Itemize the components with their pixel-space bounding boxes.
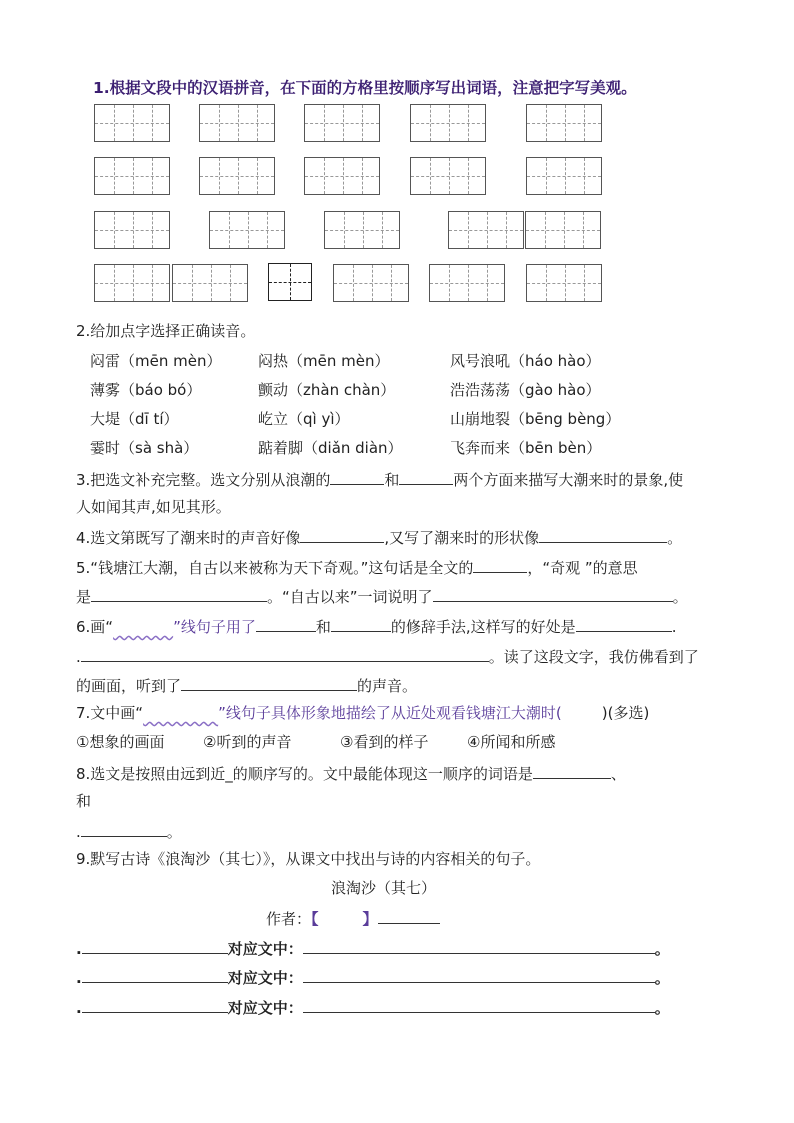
pinyin-item[interactable]: 山崩地裂（bēng bèng） (450, 410, 621, 428)
pinyin-item[interactable]: 风号浪吼（háo hào） (450, 352, 601, 370)
q8-text-b: 、 (610, 765, 626, 783)
poem-author-line (266, 907, 440, 929)
single-character-box[interactable] (268, 263, 312, 301)
answer-blank[interactable] (81, 645, 489, 662)
q5-text-c: 是 (76, 588, 92, 606)
q8-text-e: 。 (166, 823, 182, 841)
q7-option[interactable]: ④所闻和所感 (467, 733, 556, 751)
writing-box[interactable] (94, 211, 170, 249)
q4-text-b: ,又写了潮来时的形状像 (384, 529, 540, 547)
question-8 (76, 762, 626, 784)
answer-blank[interactable] (378, 907, 440, 924)
question-3 (76, 468, 683, 490)
answer-blank[interactable] (473, 556, 527, 573)
q6-text-h: 的画面，听到了 (76, 677, 182, 695)
q4-text-a: 4.选文第既写了潮来时的声音好像 (76, 529, 301, 547)
line-label: 对应文中： (227, 999, 303, 1017)
writing-box[interactable] (526, 264, 602, 302)
question-8-line-3 (76, 820, 182, 842)
question-9-title: 9.默写古诗《浪淘沙（其七）》，从课文中找出与诗的内容相关的句子。 (76, 850, 541, 868)
question-4 (76, 526, 682, 548)
line-end: 。 (654, 940, 670, 958)
q7-option[interactable]: ③看到的样子 (340, 733, 429, 751)
q3-text-a: 3.把选文补充完整。选文分别从浪潮的 (76, 471, 331, 489)
corresponding-text-blank[interactable] (303, 966, 655, 983)
question-5-line-2 (76, 585, 688, 607)
poem-line-row (76, 937, 670, 959)
line-label: 对应文中： (227, 969, 303, 987)
poem-line-blank[interactable] (82, 966, 228, 983)
pinyin-item[interactable]: 闷热（mēn mèn） (258, 352, 390, 370)
poem-line-blank[interactable] (82, 937, 228, 954)
answer-blank[interactable] (330, 468, 384, 485)
q3-text-c: 两个方面来描写大潮来时的景象,使 (453, 471, 684, 489)
q6-text-d: 的修辞手法,这样写的好处是 (390, 618, 576, 636)
answer-blank[interactable] (81, 820, 167, 837)
writing-box[interactable] (304, 157, 380, 195)
answer-blank[interactable] (256, 615, 316, 632)
q3-text-b: 和 (384, 471, 400, 489)
writing-box[interactable] (526, 104, 602, 142)
poem-title: 浪淘沙（其七） (331, 879, 437, 897)
poem-line-row (76, 996, 670, 1018)
pinyin-item[interactable]: 踮着脚（diǎn diàn） (258, 439, 403, 457)
pinyin-item[interactable]: 大堤（dī tí） (90, 410, 179, 428)
pinyin-item[interactable]: 霎时（sà shà） (90, 439, 199, 457)
q6-text-c: 和 (315, 618, 331, 636)
pinyin-item[interactable]: 闷雷（mēn mèn） (90, 352, 222, 370)
question-2-title: 2.给加点字选择正确读音。 (76, 322, 256, 340)
q5-text-a: 5.“钱塘江大潮，自古以来被称为天下奇观。”这句话是全文的 (76, 559, 474, 577)
question-6-line-2 (76, 645, 699, 667)
answer-blank[interactable] (539, 526, 667, 543)
wavy-line-sample (143, 704, 218, 722)
writing-box[interactable] (94, 264, 170, 302)
answer-blank[interactable] (91, 585, 267, 602)
writing-box[interactable] (410, 157, 486, 195)
answer-blank[interactable] (181, 674, 357, 691)
q7-text-c: )(多选) (601, 704, 650, 722)
line-dot: . (76, 999, 82, 1017)
corresponding-text-blank[interactable] (303, 937, 655, 954)
corresponding-text-blank[interactable] (303, 996, 655, 1013)
q6-text-a: 6.画“ (76, 618, 114, 636)
bracket-open: 【 (311, 910, 319, 928)
line-end: 。 (654, 969, 670, 987)
q6-text-f: . (76, 648, 81, 666)
q8-text-c: 和 (76, 792, 92, 810)
q5-text-e: 。 (672, 588, 688, 606)
poem-line-blank[interactable] (82, 996, 228, 1013)
line-label: 对应文中： (227, 940, 303, 958)
q7-option[interactable]: ①想象的画面 (76, 733, 165, 751)
q3-text-d: 人如闻其声,如见其形。 (76, 498, 231, 516)
q8-text-d: . (76, 823, 81, 841)
writing-box[interactable] (324, 211, 400, 249)
bracket-close: 】 (362, 910, 378, 928)
answer-blank[interactable] (533, 762, 611, 779)
pinyin-item[interactable]: 颤动（zhàn chàn） (258, 381, 396, 399)
question-6-line-3 (76, 674, 417, 696)
answer-blank[interactable] (300, 526, 384, 543)
pinyin-item[interactable]: 飞奔而来（bēn bèn） (450, 439, 602, 457)
writing-box[interactable] (448, 211, 524, 249)
question-7 (76, 703, 649, 723)
pinyin-item[interactable]: 屹立（qì yì） (258, 410, 350, 428)
writing-box[interactable] (410, 104, 486, 142)
writing-box[interactable] (94, 157, 170, 195)
poem-line-row (76, 966, 670, 988)
writing-box[interactable] (526, 157, 602, 195)
q5-text-b: ，“奇观 ”的意思 (527, 559, 638, 577)
q4-text-c: 。 (667, 529, 683, 547)
writing-box[interactable] (304, 104, 380, 142)
writing-box[interactable] (429, 264, 505, 302)
pinyin-item[interactable]: 浩浩荡荡（gào hào） (450, 381, 601, 399)
writing-box[interactable] (172, 264, 248, 302)
question-5 (76, 556, 638, 578)
line-dot: . (76, 969, 82, 987)
writing-box[interactable] (199, 104, 275, 142)
q5-text-d: 。“自古以来”一词说明了 (267, 588, 433, 606)
question-6 (76, 615, 676, 637)
line-dot: . (76, 940, 82, 958)
answer-blank[interactable] (399, 468, 453, 485)
writing-box[interactable] (333, 264, 409, 302)
q6-text-i: 的声音。 (357, 677, 418, 695)
answer-blank[interactable] (433, 585, 673, 602)
writing-box[interactable] (525, 211, 601, 249)
writing-box[interactable] (94, 104, 170, 142)
writing-box[interactable] (199, 157, 275, 195)
answer-blank[interactable] (576, 615, 672, 632)
wavy-line-sample (113, 618, 173, 636)
q8-text-a: 8.选文是按照由远到近_的顺序写的。文中最能体现这一顺序的词语是 (76, 765, 533, 783)
line-end: 。 (654, 999, 670, 1017)
q6-text-e: . (671, 618, 677, 636)
q7-option[interactable]: ②听到的声音 (203, 733, 292, 751)
q6-text-g: 。读了这段文字，我仿佛看到了 (488, 648, 699, 666)
writing-box[interactable] (209, 211, 285, 249)
pinyin-item[interactable]: 薄雾（báo bó） (90, 381, 202, 399)
question-1-text: 1.根据文段中的汉语拼音，在下面的方格里按顺序写出词语，注意把字写美观。 (93, 79, 637, 97)
q6-text-b: ”线句子用了 (173, 618, 256, 636)
q7-text-b: ”线句子具体形象地描绘了从近处观看钱塘江大潮时( (218, 704, 562, 722)
author-label: 作者： (266, 910, 312, 928)
answer-blank[interactable] (331, 615, 391, 632)
q7-text-a: 7.文中画“ (76, 704, 144, 722)
